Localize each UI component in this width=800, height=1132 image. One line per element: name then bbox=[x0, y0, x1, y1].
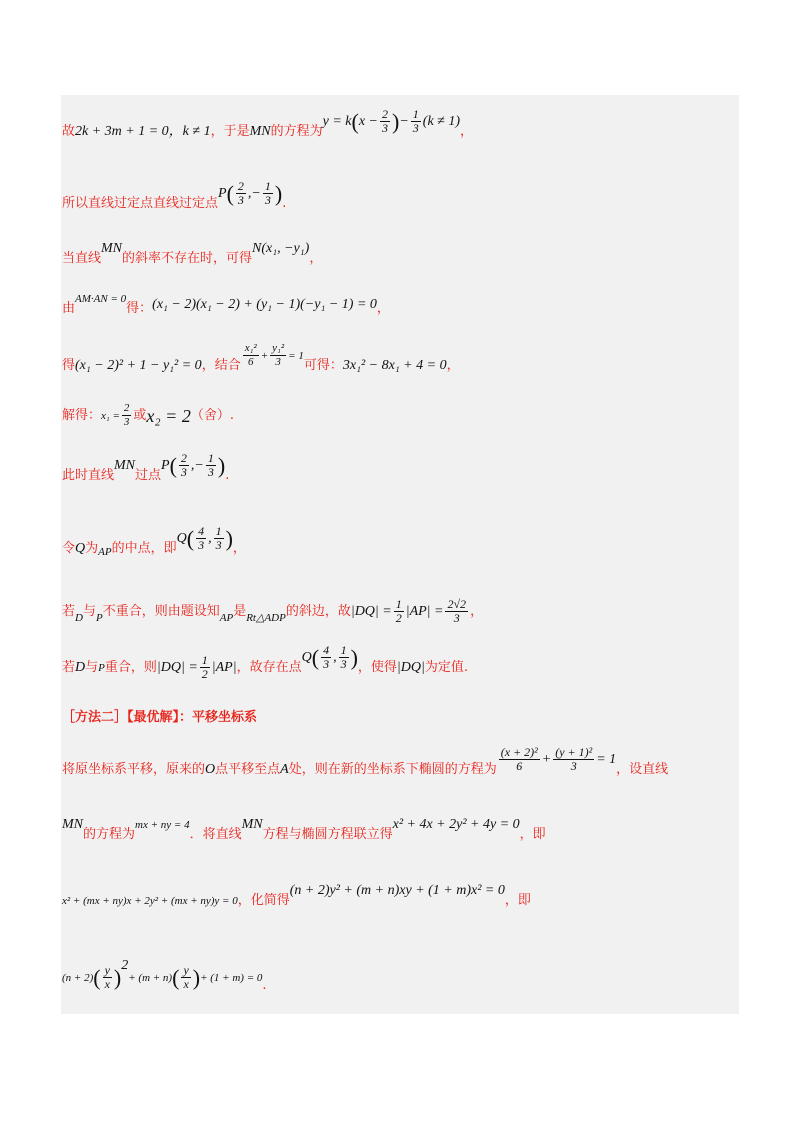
text: . bbox=[282, 195, 287, 211]
line-6 bbox=[62, 402, 234, 429]
fraction-numerator: 1 bbox=[340, 643, 347, 657]
fraction-denominator: 3 bbox=[180, 465, 187, 479]
superscript: 2 bbox=[121, 957, 129, 973]
line-7: 此时直线 MN 过点 P ( $\frac{2}{3}$ ,− $\frac{1}{3}$ ) . bbox=[62, 451, 230, 483]
fraction-denominator: 3 bbox=[570, 759, 577, 773]
text: ，即 bbox=[519, 827, 546, 842]
formula: |AP| = bbox=[405, 603, 444, 619]
fraction-denominator: 3 bbox=[412, 121, 419, 135]
fraction-numerator: y bbox=[104, 963, 110, 977]
fraction-numerator: 1 bbox=[215, 524, 222, 538]
text: . bbox=[262, 977, 267, 993]
section-heading bbox=[62, 709, 257, 727]
formula: Q bbox=[301, 649, 312, 665]
text: 若 bbox=[62, 659, 76, 675]
line-1: 故 2k + 3m + 1 = 0，k ≠ 1 ，于是 MN 的方程为 y = k ( x − $\frac{2}{3}$ ) − $\frac{1}{3}$ (k ≠ 1) ， bbox=[62, 107, 474, 139]
text: 的方程为 bbox=[270, 123, 323, 139]
text: ，结合 bbox=[201, 357, 241, 373]
formula: P bbox=[161, 457, 170, 473]
text: 可得： bbox=[303, 357, 343, 373]
formula: AP bbox=[98, 545, 112, 558]
formula: P bbox=[218, 185, 227, 201]
formula: P bbox=[98, 661, 105, 674]
text: 所以直线过定点直线过定点 bbox=[62, 195, 219, 211]
formula: Rt△ADP bbox=[246, 611, 286, 624]
fraction-numerator: 1 bbox=[201, 653, 208, 667]
formula: x − bbox=[358, 113, 378, 129]
line-12 bbox=[62, 745, 669, 783]
fraction-numerator: 2 bbox=[123, 402, 130, 414]
formula: AP bbox=[219, 611, 234, 624]
fraction-denominator: 3 bbox=[264, 193, 271, 207]
text: 与 bbox=[85, 659, 99, 675]
text: ，于是 bbox=[210, 123, 250, 139]
formula: 2k + 3m + 1 = 0，k ≠ 1 bbox=[75, 123, 211, 139]
text: ， bbox=[460, 123, 474, 139]
formula: (k ≠ 1) bbox=[422, 113, 461, 129]
fraction-numerator: y₁² bbox=[272, 342, 285, 354]
text: ， bbox=[446, 357, 460, 373]
formula: O bbox=[205, 761, 216, 777]
text: 或 bbox=[133, 407, 147, 423]
text: 此时直线 bbox=[62, 467, 115, 483]
text: 过点 bbox=[135, 467, 162, 483]
formula: , bbox=[208, 530, 212, 546]
formula: (x₁ − 2)(x₁ − 2) + (y₁ − 1)(−y₁ − 1) = 0 bbox=[152, 297, 377, 312]
line-8: 令 Q 为 AP 的中点，即 Q ( $\frac{4}{3}$ , $\frac{1}{3}$ ) ， bbox=[62, 535, 246, 562]
formula: MN bbox=[62, 817, 83, 832]
text: ， bbox=[232, 540, 246, 556]
text: 的斜率不存在时，可得 bbox=[122, 251, 253, 266]
text: 是 bbox=[233, 603, 247, 619]
text: ， bbox=[309, 251, 323, 266]
text: ．将直线 bbox=[189, 827, 242, 842]
text: 故 bbox=[62, 123, 76, 139]
text: 方程与椭圆方程联立得 bbox=[262, 827, 393, 842]
line-14 bbox=[62, 883, 531, 910]
line-3 bbox=[62, 241, 323, 268]
fraction-numerator: 2 bbox=[382, 107, 388, 121]
formula: |DQ| = bbox=[350, 603, 392, 619]
text: 当直线 bbox=[62, 251, 102, 266]
text: 的方程为 bbox=[83, 827, 136, 842]
formula: mx + ny = 4 bbox=[135, 819, 190, 831]
text: 点平移至点 bbox=[215, 761, 281, 777]
fraction-denominator: 3 bbox=[215, 538, 222, 552]
text: 为 bbox=[85, 540, 99, 556]
formula: N(x₁, −y₁) bbox=[252, 241, 310, 256]
fraction-numerator: y bbox=[183, 963, 189, 977]
text: ，化简得 bbox=[237, 893, 290, 908]
formula: (n + 2)y² + (m + n)xy + (1 + m)x² = 0 bbox=[289, 883, 505, 898]
formula: 3x₁² − 8x₁ + 4 = 0 bbox=[342, 357, 447, 373]
formula: |AP| bbox=[211, 659, 237, 675]
formula: ,− bbox=[190, 457, 204, 473]
text: 将原坐标系平移，原来的 bbox=[62, 761, 206, 777]
formula: |DQ| bbox=[396, 659, 425, 675]
text: 重合，则 bbox=[104, 659, 157, 675]
text: 与 bbox=[82, 603, 96, 619]
line-9 bbox=[62, 598, 483, 625]
fraction-numerator: (y + 1)² bbox=[555, 745, 593, 759]
formula: (n + 2) bbox=[62, 971, 94, 984]
text: 为定值. bbox=[424, 659, 468, 675]
fraction-denominator: x bbox=[104, 977, 110, 991]
formula: |DQ| = bbox=[156, 659, 198, 675]
fraction-denominator: 3 bbox=[453, 611, 460, 625]
formula: + (m + n) bbox=[128, 971, 173, 984]
formula: y = k bbox=[322, 113, 352, 129]
formula: P bbox=[95, 611, 103, 624]
formula: AM·AN = 0 bbox=[75, 293, 127, 305]
fraction-denominator: 6 bbox=[516, 759, 523, 773]
fraction-numerator: 1 bbox=[412, 107, 419, 121]
text: 的中点，即 bbox=[111, 540, 177, 556]
fraction-numerator: x₁² bbox=[244, 342, 257, 354]
formula: A bbox=[280, 761, 289, 777]
formula: D bbox=[75, 659, 86, 675]
text: 解得： bbox=[62, 407, 102, 423]
formula: = 1 bbox=[596, 751, 617, 767]
fraction-denominator: 3 bbox=[123, 416, 130, 428]
formula: = 1 bbox=[288, 349, 304, 362]
heading-text: ［方法二］【最优解】：平移坐标系 bbox=[62, 710, 258, 725]
fraction-denominator: 3 bbox=[198, 538, 205, 552]
fraction-denominator: 3 bbox=[237, 193, 244, 207]
fraction-denominator: 3 bbox=[340, 657, 347, 671]
formula: MN bbox=[241, 817, 263, 832]
fraction-denominator: 3 bbox=[323, 657, 330, 671]
text: 由 bbox=[62, 301, 76, 316]
formula: , bbox=[333, 649, 337, 665]
formula: MN bbox=[101, 241, 123, 256]
formula: x₂ = 2 bbox=[146, 405, 191, 426]
formula: − bbox=[399, 113, 409, 129]
fraction-denominator: 3 bbox=[382, 121, 388, 135]
text: ，故存在点 bbox=[236, 659, 302, 675]
formula: + bbox=[260, 349, 269, 362]
text: （舍）. bbox=[190, 407, 234, 423]
text: 得： bbox=[126, 301, 153, 316]
text: 处，则在新的坐标系下椭圆的方程为 bbox=[288, 761, 497, 777]
formula: x² + 4x + 2y² + 4y = 0 bbox=[392, 817, 520, 832]
fraction-numerator: 2√2 bbox=[447, 597, 467, 611]
fraction-numerator: 2 bbox=[180, 451, 187, 465]
line-2: 所以直线过定点直线过定点 P ( $\frac{2}{3}$ ,− $\frac{1}{3}$ ) . bbox=[62, 179, 287, 211]
formula: x₁ = bbox=[101, 409, 120, 422]
text: ，设直线 bbox=[616, 761, 669, 777]
line-13 bbox=[62, 817, 546, 844]
text: ， bbox=[376, 301, 390, 316]
fraction-numerator: 1 bbox=[264, 179, 271, 193]
fraction-numerator: 1 bbox=[395, 597, 402, 611]
formula: + bbox=[541, 751, 552, 767]
formula: ,− bbox=[247, 185, 261, 201]
formula: MN bbox=[249, 123, 271, 139]
formula: D bbox=[75, 611, 83, 624]
formula: Q bbox=[176, 530, 187, 546]
formula: Q bbox=[75, 540, 86, 556]
text: 若 bbox=[62, 603, 76, 619]
text: ， bbox=[470, 603, 484, 619]
fraction-denominator: 2 bbox=[201, 667, 208, 681]
fraction-denominator: 3 bbox=[275, 356, 281, 368]
text: 不重合，则由题设知 bbox=[102, 603, 220, 619]
text: 的斜边，故 bbox=[285, 603, 351, 619]
text: 令 bbox=[62, 540, 76, 556]
formula: (x₁ − 2)² + 1 − y₁² = 0 bbox=[75, 357, 202, 373]
fraction-numerator: 1 bbox=[207, 451, 214, 465]
fraction-denominator: 3 bbox=[207, 465, 214, 479]
fraction-denominator: x bbox=[183, 977, 189, 991]
fraction-numerator: (x + 2)² bbox=[500, 745, 538, 759]
fraction-numerator: 4 bbox=[323, 643, 330, 657]
fraction-denominator: 6 bbox=[247, 356, 254, 368]
text: . bbox=[225, 467, 230, 483]
fraction-denominator: 2 bbox=[395, 611, 402, 625]
line-5 bbox=[62, 342, 460, 379]
formula: x² + (mx + ny)x + 2y² + (mx + ny)y = 0 bbox=[62, 895, 238, 907]
line-10: 若 D 与 P 重合，则 |DQ| = $\frac{1}{2}$ |AP| ，故存在点 Q ( $\frac{4}{3}$ , $\frac{1}{3}$ ) ，使得 |DQ| 为定值. bbox=[62, 643, 468, 681]
line-4 bbox=[62, 293, 390, 318]
text: 得 bbox=[62, 357, 76, 373]
fraction-numerator: 2 bbox=[237, 179, 244, 193]
text: ，即 bbox=[504, 893, 531, 908]
text: ，使得 bbox=[357, 659, 397, 675]
fraction-numerator: 4 bbox=[198, 524, 205, 538]
formula: + (1 + m) = 0 bbox=[200, 971, 263, 984]
line-15: (n + 2) ( $\frac{y}{x}$ ) $^2$ + (m + n) ( $\frac{y}{x}$ ) + (1 + m) = 0 . bbox=[62, 957, 267, 993]
formula: MN bbox=[114, 457, 136, 473]
